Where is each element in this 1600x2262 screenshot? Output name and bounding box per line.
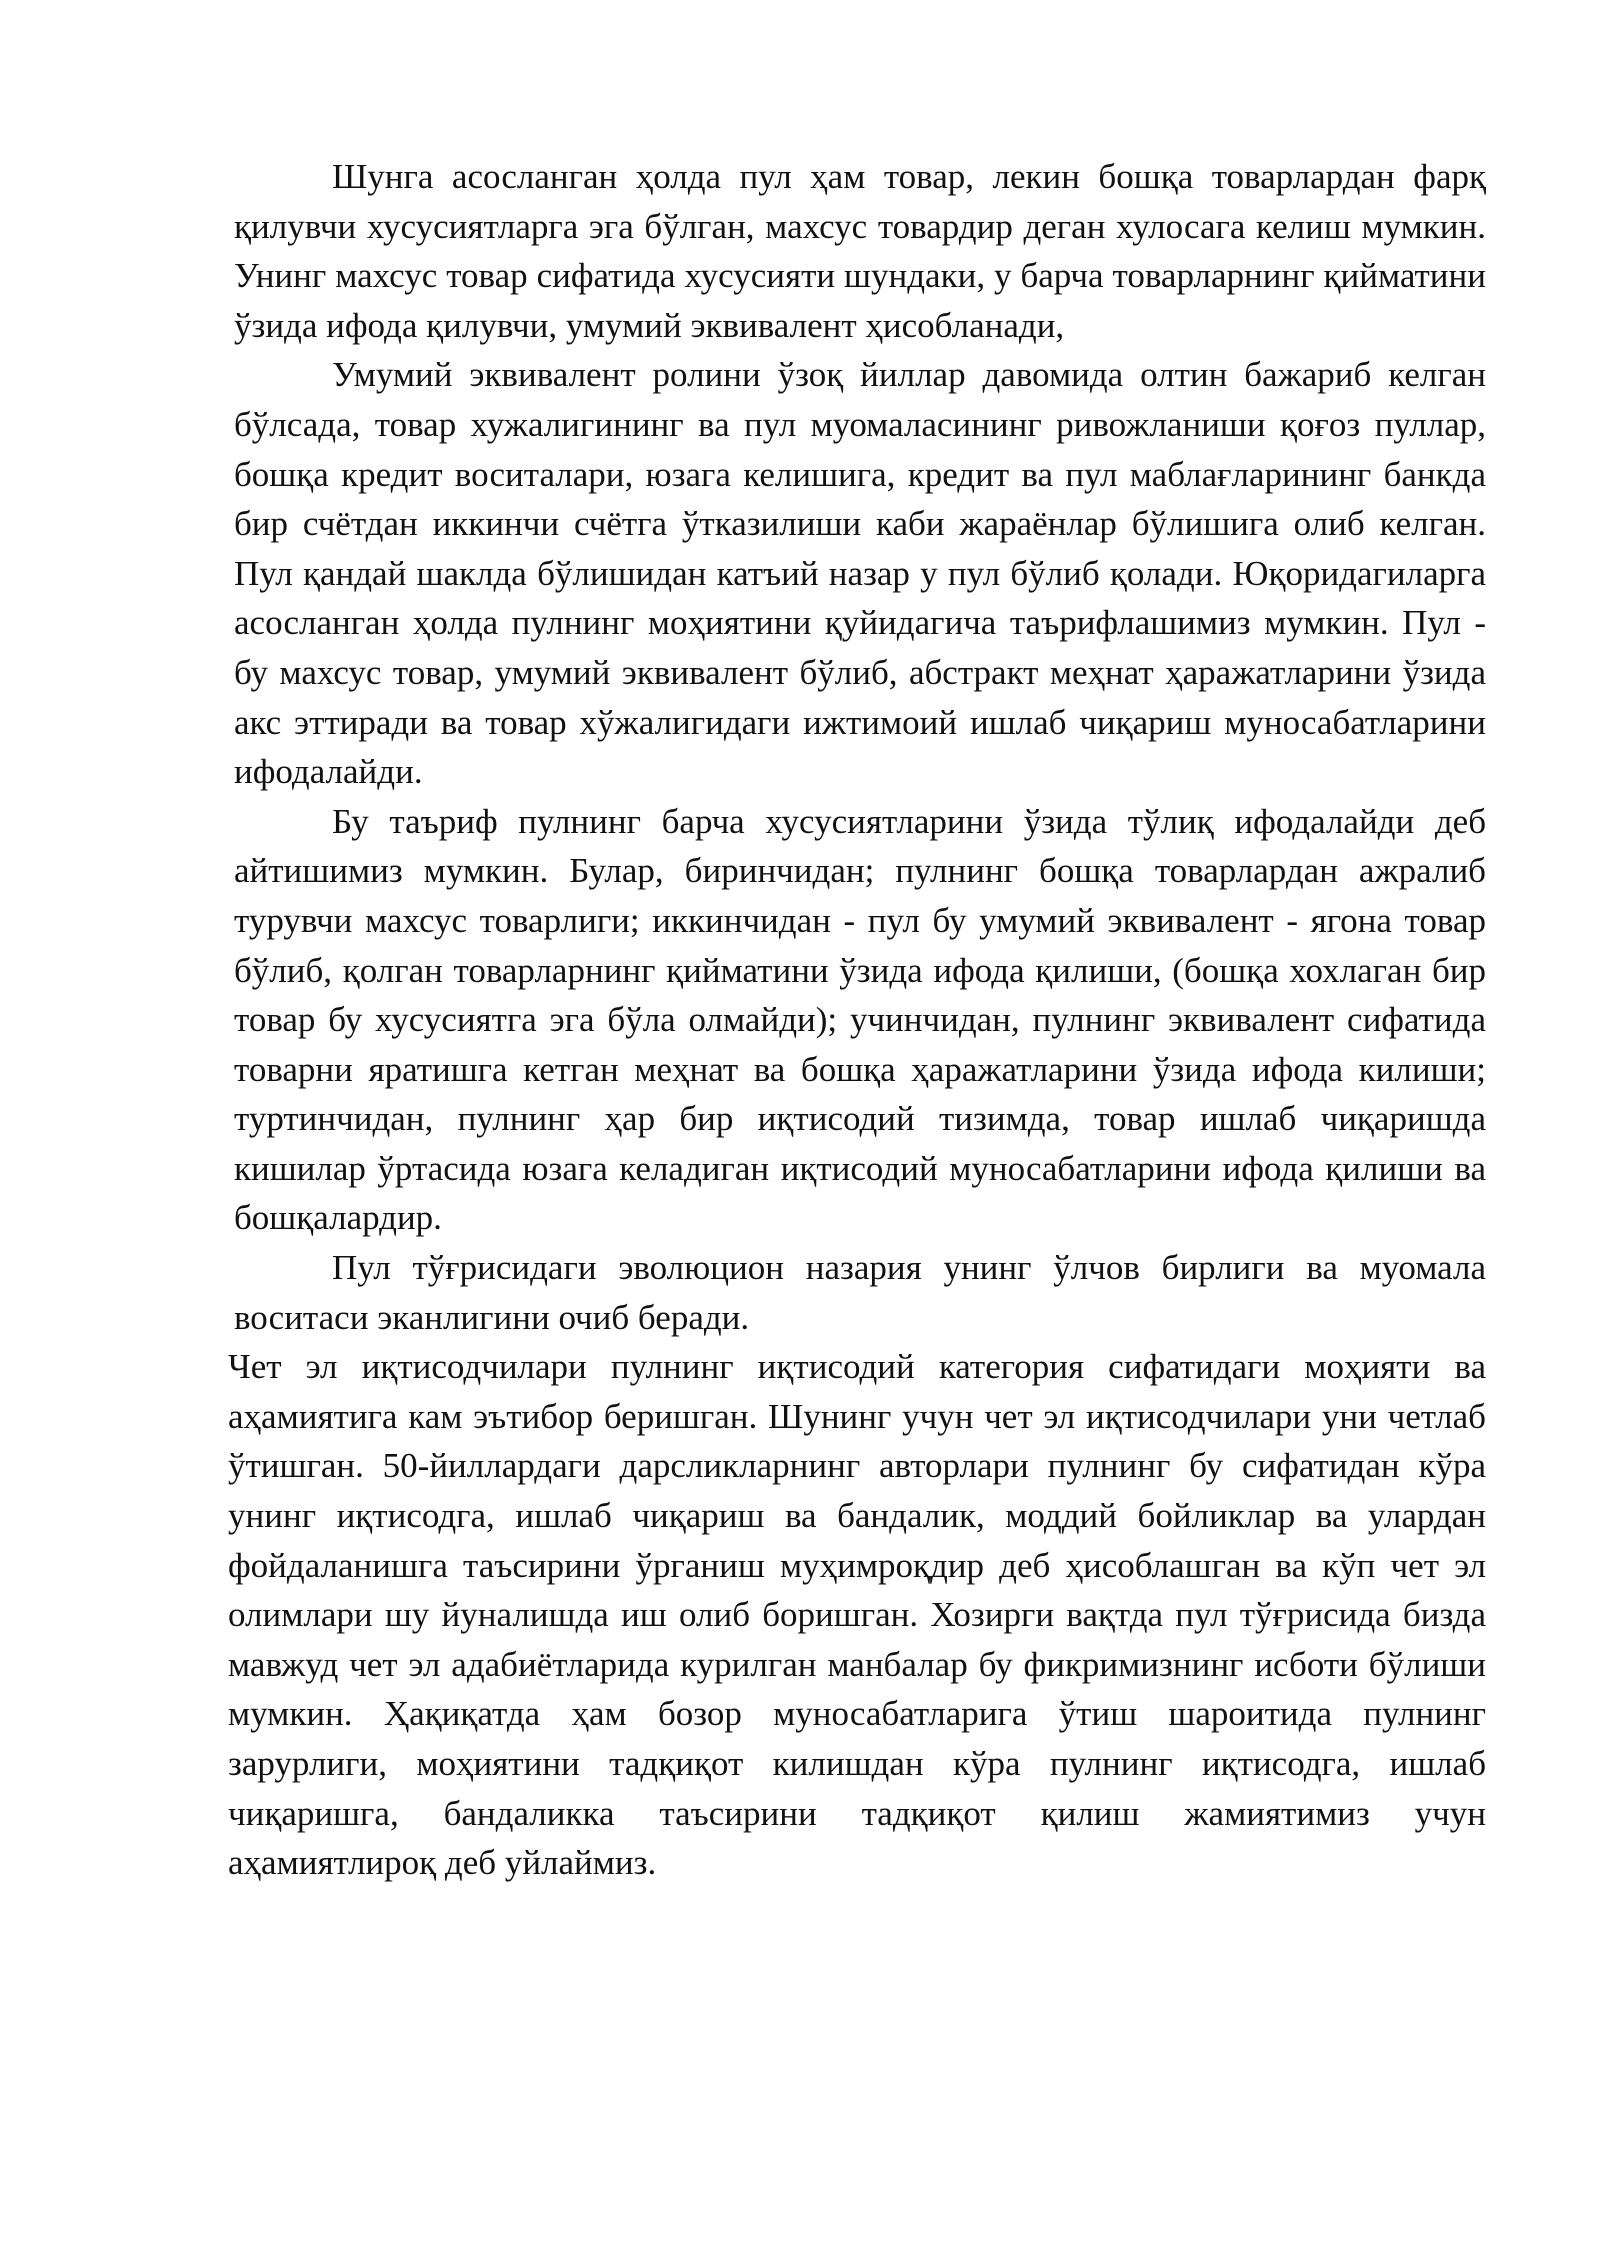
document-body [228,152,1486,1888]
paragraph-2: Умумий эквивалент ролини ўзоқ йиллар давомида олтин бажариб келган бўлсада, товар хужалигининг ва пул муомаласининг ривожланиши қоғоз пуллар, бошқа кредит воситалари, юзага келишига, кредит ва пул маблағларининг банкда бир счётдан иккинчи счётга ўтказилиши каби жараёнлар бўлишига олиб келган. Пул қандай шаклда бўлишидан катъий назар у пул бўлиб қолади. Юқоридагиларга асосланган ҳолда пулнинг моҳиятини қуйидагича таърифлашимиз мумкин. Пул - бу махсус товар, умумий эквивалент бўлиб, абстракт меҳнат ҳаражатларини ўзида акс эттиради ва товар хўжалигидаги ижтимоий ишлаб чиқариш муносабатларини ифодалайди. [234,355,1486,792]
paragraph-5: Чет эл иқтисодчилари пулнинг иқтисодий категория сифатидаги моҳияти ва аҳамиятига кам эътибор беришган. Шунинг учун чет эл иқтисодчилари уни четлаб ўтишган. 50-йиллардаги дарсликларнинг авторлари пулнинг бу сифатидан кўра унинг иқтисодга, ишлаб чиқариш ва бандалик, моддий бойликлар ва улардан фойдаланишга таъсирини ўрганиш муҳимроқдир деб ҳисоблашган ва кўп чет эл олимлари шу йуналишда иш олиб боришган. Хозирги вақтда пул тўғрисида бизда мавжуд чет эл адабиётларида курилган манбалар бу фикримизнинг исботи бўлиши мумкин. Ҳақиқатда ҳам бозор муносабатларига ўтиш шароитида пулнинг зарурлиги, моҳиятини тадқиқот килишдан кўра пулнинг иқтисодга, ишлаб чиқаришга, бандаликка таъсирини тадқиқот қилиш жамиятимиз учун аҳамиятлироқ деб уйлаймиз. [228,1347,1486,1883]
paragraph-1: Шунга асосланган ҳолда пул ҳам товар, лекин бошқа товарлардан фарқ қилувчи хусусиятларга эга бўлган, махсус товардир деган хулосага келиш мумкин. Унинг махсус товар сифатида хусусияти шундаки, у барча товарларнинг қийматини ўзида ифода қилувчи, умумий эквивалент ҳисобланади, [234,157,1486,345]
paragraph-3: Бу таъриф пулнинг барча хусусиятларини ўзида тўлиқ ифодалайди деб айтишимиз мумкин. Булар, биринчидан; пулнинг бошқа товарлардан ажралиб турувчи махсус товарлиги; иккинчидан - пул бу умумий эквивалент - ягона товар бўлиб, қолган товарларнинг қийматини ўзида ифода қилиши, (бошқа хохлаган бир товар бу хусусиятга эга бўла олмайди); учинчидан, пулнинг эквивалент сифатида товарни яратишга кетган меҳнат ва бошқа ҳаражатларини ўзида ифода килиши; туртинчидан, пулнинг ҳар бир иқтисодий тизимда, товар ишлаб чиқаришда кишилар ўртасида юзага келадиган иқтисодий муносабатларини ифода қилиши ва бошқалардир. [234,801,1486,1238]
paragraph-4: Пул тўғрисидаги эволюцион назария унинг ўлчов бирлиги ва муомала воситаси эканлигини очиб беради. [234,1248,1486,1337]
